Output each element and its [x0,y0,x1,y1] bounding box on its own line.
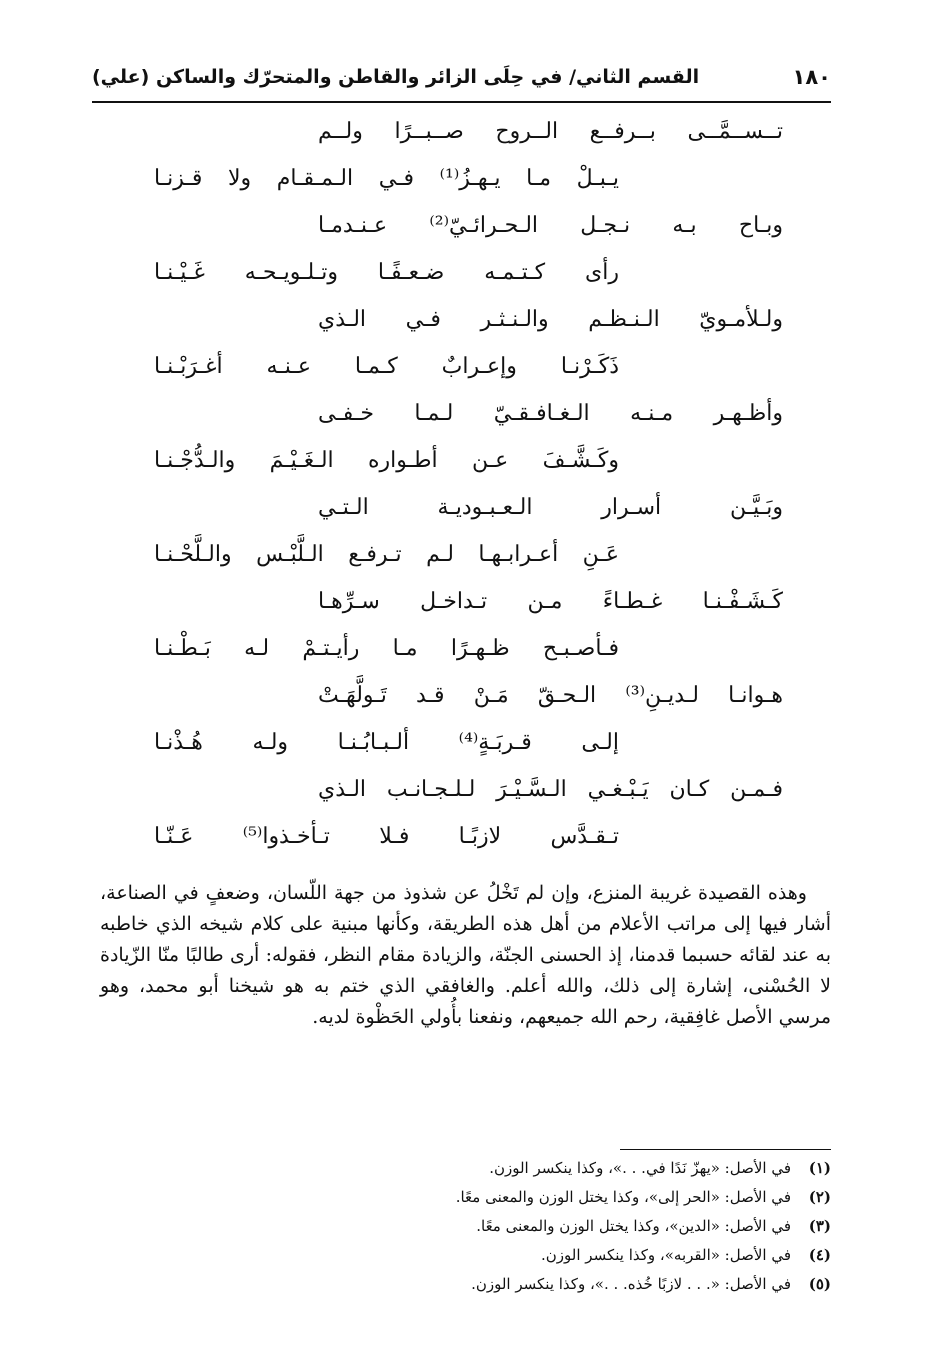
footnote-mark: (٥) [808,1275,831,1293]
verse-first-hemistich: وبَـيَّـن أسـرار الـعـبـوديـة الـتـي [318,495,783,520]
verse-first-hemistich: كَـشَـفْـنـا غـطـاءً مـن تـداخـل سـرِّهـا [318,589,783,614]
running-title: القسم الثاني/ في حِلَى الزائر والقاطن والمتحرّك والساكن (علي) [92,66,700,88]
footnote-mark: (٣) [808,1217,831,1235]
footnote-text: في الأصل: «. . . لازبًا خُذه. . .»، وكذا ينكسر الوزن. [471,1275,791,1293]
verse-second-hemistich: وكَـشَّـفَ عـن أطـواره الـغَـيْـمَ والـدُّجْـنـا [154,448,619,473]
verse-line [140,672,783,766]
footnote-separator [620,1149,831,1150]
verse-line [140,766,783,860]
poem [140,108,783,860]
verse-first-hemistich: وبـاح بـه نـجـل الـحـرائـيّ⁽²⁾ عـنـدمـا [318,213,783,238]
header-rule [92,101,831,103]
footnote-mark: (١) [808,1159,831,1177]
verse-first-hemistich: وأظـهـر مـنـه الـغـافـقـيّ لـمـا خـفـى [318,401,783,426]
verse-first-hemistich: تــســمَّــى بــرفــع الــروح صــبــرًا ولــم [318,119,783,144]
verse-line [140,202,783,296]
footnote-mark: (٢) [808,1188,831,1206]
verse-first-hemistich: فـمـن كـان يَـبْـغـي الـسَّـيْـرَ لـلـجـانـب الـذي [318,777,783,802]
footnote-text: في الأصل: «الحر إلى»، وكذا يختل الوزن والمعنى معًا. [455,1188,791,1206]
verse-line [140,484,783,578]
verse-second-hemistich: فـأصـبـح ظـهـرًا مـا رأيـتـمْ لـه بَـطْـنـا [154,636,619,661]
verse-line [140,296,783,390]
verse-first-hemistich: هـوانـا لـديـنِ⁽³⁾ الـحـقّ مَـنْ قـد تَـولَّهَـتْ [318,683,783,708]
commentary-paragraph [100,878,831,1033]
footnote [100,1212,831,1241]
page-number: ١٨٠ [792,65,831,89]
footnote [100,1183,831,1212]
footnote-text: في الأصل: «القربه»، وكذا ينكسر الوزن. [541,1246,791,1264]
page-header [92,56,831,98]
footnote-text: في الأصل: «الدين»، وكذا يختل الوزن والمعنى معًا. [476,1217,791,1235]
verse-second-hemistich: تـقـدَّس لازبًـا فـلا تـأخـذوا⁽⁵⁾ عَـنّـا [154,824,619,849]
footnote-text: في الأصل: «يهزّ نَدًا في. . .»، وكذا ينكسر الوزن. [489,1159,791,1177]
footnote [100,1270,831,1299]
verse-second-hemistich: عَـنِ أعـرابـهـا لـم تـرفـع الـلَّبْـس والـلَّحْـنـا [154,542,619,567]
verse-second-hemistich: إلـى قـربَـةٍ⁽⁴⁾ ألـبـابُـنـا ولـه هُـذْنـا [154,730,619,755]
verse-line [140,108,783,202]
verse-second-hemistich: يـبـلْ مـا يـهـزُ⁽¹⁾ فـي الـمـقـام ولا قـزنـا [154,166,619,191]
verse-second-hemistich: ذَكَـرْنـا وإعـرابٌ كـمـا عـنـه أغـرَبْـنـا [154,354,619,379]
verse-line [140,578,783,672]
verse-line [140,390,783,484]
verse-first-hemistich: ولـلأمـويّ الـنـظـم والـنـثـر فـي الـذي [318,307,783,332]
footnote [100,1241,831,1270]
footnote-mark: (٤) [808,1246,831,1264]
footnote [100,1154,831,1183]
verse-second-hemistich: رأى كـتـمـه ضـعـفًـا وتـلـويـحـه غَـيْـنـا [154,260,619,285]
commentary-text: وهذه القصيدة غريبة المنزع، وإن لم تَخْلُ عن شذوذ من جهة اللّسان، وضعفٍ في الصناعة، أشار فيها إلى مراتب الأعلام من أهل هذه الطريقة، وكأنها مبنية على كلام شيخه الذي خاطبه به عند لقائه حسبما قدمنا، إذ الحسنى الجنّة، والزيادة مقام النظر، فقوله: أرى طالبًا منّا الزّيادة لا الحُسْنى، إشارة إلى ذلك، والله أعلم. والغافقي الذي ختم به هو شيخنا أبو محمد، وهو مرسي الأصل غافِقية، رحم الله جميعهم، ونفعنا بأُولي الحَظْوة لديه. [100,882,831,1028]
footnotes [100,1154,831,1299]
